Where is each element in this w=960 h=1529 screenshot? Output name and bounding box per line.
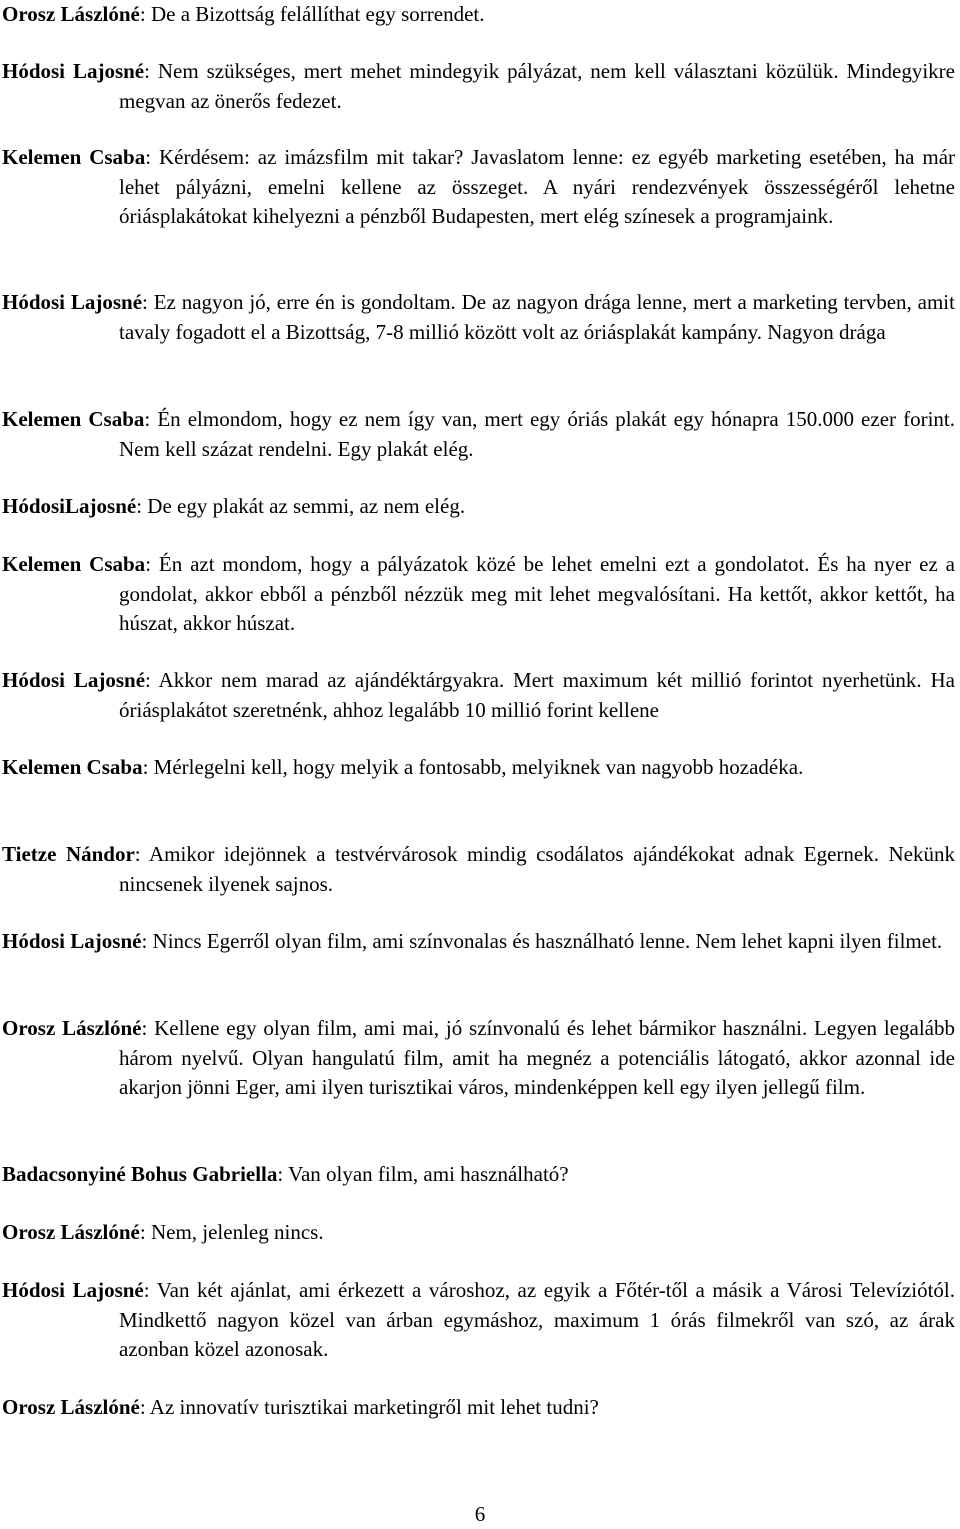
speaker-separator: :	[277, 1162, 289, 1186]
speaker-name: Orosz Lászlóné	[2, 1220, 140, 1244]
paragraph-text: Mérlegelni kell, hogy melyik a fontosabb, melyiknek van nagyobb hozadéka.	[153, 755, 804, 779]
speaker-name: Orosz Lászlóné	[2, 1395, 140, 1419]
speaker-separator: :	[139, 1395, 150, 1419]
paragraph-7	[2, 550, 955, 639]
speaker-separator: :	[144, 407, 158, 431]
speaker-separator: :	[145, 668, 159, 692]
speaker-name: Hódosi Lajosné	[2, 1278, 144, 1302]
speaker-name: Hódosi Lajosné	[2, 59, 145, 83]
speaker-name: HódosiLajosné	[2, 494, 137, 518]
paragraph-text: Van olyan film, ami használható?	[288, 1162, 569, 1186]
paragraph-text: Az innovatív turisztikai marketingről mit lehet tudni?	[149, 1395, 599, 1419]
speaker-separator: :	[141, 929, 153, 953]
paragraph-text: Akkor nem marad az ajándéktárgyakra. Mert maximum két millió forintot nyerhetünk. Ha óriásplakátot szeretnénk, ahhoz legalább 10 millió forint kellene	[119, 668, 955, 722]
paragraph-1	[2, 0, 955, 30]
speaker-name: Kelemen Csaba	[2, 407, 145, 431]
speaker-name: Tietze Nándor	[2, 842, 135, 866]
paragraph-9	[2, 753, 955, 783]
speaker-name: Kelemen Csaba	[2, 755, 143, 779]
paragraph-6	[2, 492, 955, 522]
speaker-separator: :	[145, 552, 159, 576]
page-number: 6	[474, 1502, 486, 1526]
paragraph-12	[2, 1014, 955, 1103]
speaker-separator: :	[143, 1278, 157, 1302]
speaker-separator: :	[136, 494, 148, 518]
speaker-name: Badacsonyiné Bohus Gabriella	[2, 1162, 278, 1186]
paragraph-13	[2, 1160, 955, 1190]
paragraph-text: Kellene egy olyan film, ami mai, jó színvonalú és lehet bármikor használni. Legyen legalább három nyelvű. Olyan hangulatú film, amit ha megnéz a potenciális látogató, akkor azonnal ide akarjon jönni Eger, ami ilyen turisztikai város, mindenképpen kell egy ilyen jellegű film.	[119, 1016, 955, 1099]
paragraph-text: De egy plakát az semmi, az nem elég.	[147, 494, 466, 518]
paragraph-15	[2, 1276, 955, 1365]
speaker-name: Kelemen Csaba	[2, 145, 146, 169]
paragraph-text: Nincs Egerről olyan film, ami színvonalas és használható lenne. Nem lehet kapni ilyen filmet.	[152, 929, 943, 953]
paragraph-text: De a Bizottság felállíthat egy sorrendet.	[150, 2, 485, 26]
speaker-separator: :	[141, 1016, 155, 1040]
paragraph-text: Amikor idejönnek a testvérvárosok mindig csodálatos ajándékokat adnak Egernek. Nekünk nincsenek ilyenek sajnos.	[119, 842, 955, 896]
paragraph-text: Nem szükséges, mert mehet mindegyik pályázat, nem kell választani közülük. Mindegyikre megvan az önerős fedezet.	[119, 59, 955, 113]
paragraph-text: Van két ajánlat, ami érkezett a városhoz, az egyik a Főtér-től a másik a Városi Televíziótól. Mindkettő nagyon közel van árban egymáshoz, maximum 1 órás filmekről van szó, az árak azonban közel azonosak.	[119, 1278, 955, 1361]
speaker-separator: :	[144, 59, 158, 83]
speaker-name: Hódosi Lajosné	[2, 929, 142, 953]
speaker-separator: :	[142, 755, 154, 779]
paragraph-2	[2, 57, 955, 116]
paragraph-text: Én elmondom, hogy ez nem így van, mert egy óriás plakát egy hónapra 150.000 ezer forint. Nem kell százat rendelni. Egy plakát elég.	[119, 407, 955, 461]
paragraph-5	[2, 405, 955, 464]
paragraph-text: Én azt mondom, hogy a pályázatok közé be lehet emelni ezt a gondolatot. És ha nyer ez a gondolat, akkor ebből a pénzből nézzük meg mit lehet megvalósítani. Ha kettőt, akkor kettőt, ha húszat, akkor húszat.	[119, 552, 955, 635]
speaker-separator: :	[139, 1220, 151, 1244]
speaker-separator: :	[145, 145, 159, 169]
speaker-separator: :	[139, 2, 151, 26]
paragraph-10	[2, 840, 955, 899]
paragraph-14	[2, 1218, 955, 1248]
paragraph-text: Ez nagyon jó, erre én is gondoltam. De az nagyon drága lenne, mert a marketing tervben, amit tavaly fogadott el a Bizottság, 7-8 millió között volt az óriásplakát kampány. Nagyon drága	[119, 290, 955, 344]
speaker-name: Hódosi Lajosné	[2, 290, 143, 314]
paragraph-text: Kérdésem: az imázsfilm mit takar? Javaslatom lenne: ez egyéb marketing esetében, ha már lehet pályázni, emelni kellene az összeget. A nyári rendezvények összességéről lehetne óriásplakátokat kihelyezni a pénzből Budapesten, mert elég színesek a programjaink.	[119, 145, 956, 228]
paragraph-3	[2, 143, 955, 232]
paragraph-4	[2, 288, 955, 347]
speaker-name: Kelemen Csaba	[2, 552, 146, 576]
paragraph-8	[2, 666, 955, 725]
paragraph-text: Nem, jelenleg nincs.	[150, 1220, 324, 1244]
paragraph-11	[2, 927, 955, 957]
speaker-name: Hódosi Lajosné	[2, 668, 146, 692]
speaker-separator: :	[134, 842, 150, 866]
speaker-name: Orosz Lászlóné	[2, 1016, 142, 1040]
speaker-name: Orosz Lászlóné	[2, 2, 140, 26]
speaker-separator: :	[142, 290, 154, 314]
paragraph-16	[2, 1393, 955, 1423]
